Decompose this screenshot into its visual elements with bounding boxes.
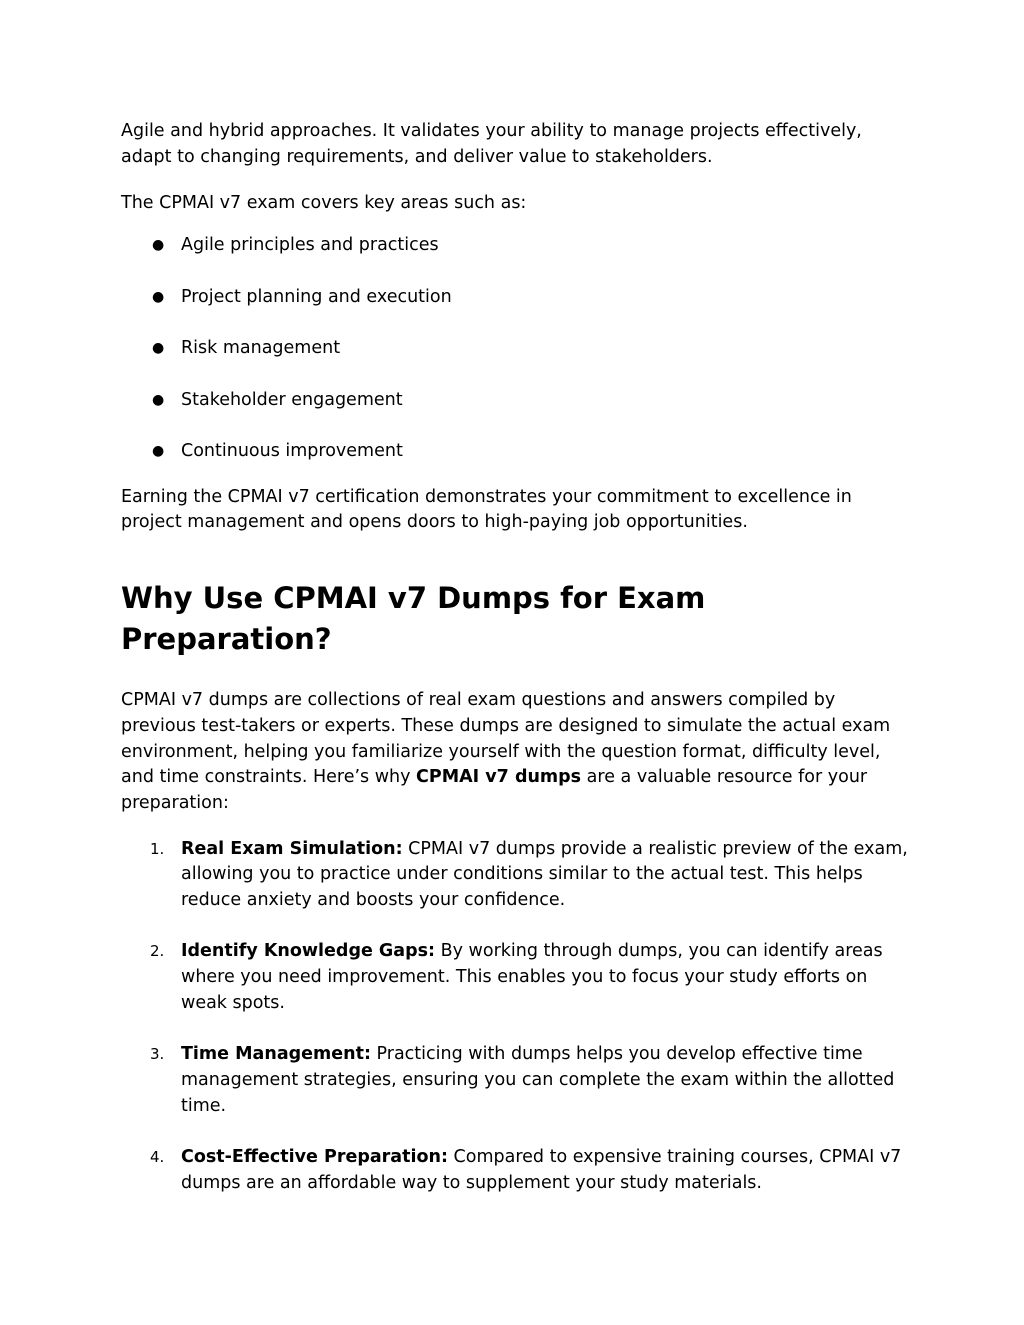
section-intro-text-end: are a valuable resource for your preparation: — [121, 767, 868, 813]
reasons-list — [121, 837, 911, 1197]
reason-title: Cost-Effective Preparation: — [181, 1147, 448, 1168]
list-item-text: Continuous improvement — [181, 441, 403, 462]
list-item — [121, 837, 911, 914]
list-item-text: Stakeholder engagement — [181, 389, 403, 410]
list-item — [121, 1042, 911, 1119]
reason-text: By working through dumps, you can identify areas where you need improvement. This enables you to focus your study efforts on weak spots. — [181, 941, 883, 1013]
reason-title: Identify Knowledge Gaps: — [181, 941, 436, 962]
document-page — [121, 119, 911, 1222]
list-item-text: Project planning and execution — [181, 286, 452, 307]
list-item — [121, 233, 911, 259]
list-item — [121, 336, 911, 362]
intro-paragraph: Agile and hybrid approaches. It validates your ability to manage projects effectively, adapt to changing requirements, and deliver value to stakeholders. — [121, 121, 862, 167]
bullet-icon: ● — [152, 391, 165, 408]
key-areas-intro: The CPMAI v7 exam covers key areas such as: — [121, 193, 527, 214]
bullet-icon: ● — [152, 340, 165, 357]
section-heading: Why Use CPMAI v7 Dumps for Exam Preparation? — [121, 581, 706, 657]
reason-text: CPMAI v7 dumps provide a realistic preview of the exam, allowing you to practice under conditions similar to the actual test. This helps reduce anxiety and boosts your confidence. — [181, 838, 908, 911]
section-intro-paragraph — [121, 688, 911, 817]
reason-text: Practicing with dumps helps you develop effective time management strategies, ensuring you can complete the exam within the allotted time. — [181, 1044, 895, 1116]
key-areas-list — [121, 233, 911, 465]
section-intro-text: CPMAI v7 dumps are collections of real exam questions and answers compiled by previous test-takers or experts. These dumps are designed to simulate the actual exam environment, helping you familiarize yourself with the question format, difficulty level, and time constraints. Here’s why — [121, 690, 891, 788]
bullet-icon: ● — [152, 443, 165, 460]
list-number: 2. — [150, 942, 165, 961]
closing-paragraph: Earning the CPMAI v7 certification demonstrates your commitment to excellence in project management and opens doors to high-paying job opportunities. — [121, 486, 852, 533]
section-intro-bold: CPMAI v7 dumps — [416, 767, 582, 788]
bullet-icon: ● — [152, 237, 165, 254]
list-item-text: Risk management — [181, 338, 341, 359]
list-item — [121, 388, 911, 414]
list-item — [121, 439, 911, 465]
reason-text: Compared to expensive training courses, CPMAI v7 dumps are an affordable way to supplement your study materials. — [181, 1147, 902, 1193]
list-item-text: Agile principles and practices — [181, 235, 439, 256]
list-number: 4. — [150, 1148, 165, 1167]
bullet-icon: ● — [152, 288, 165, 305]
reason-title: Time Management: — [181, 1044, 371, 1065]
list-number: 3. — [150, 1045, 165, 1064]
list-item — [121, 939, 911, 1016]
list-item — [121, 1145, 911, 1196]
list-number: 1. — [150, 839, 165, 858]
list-item — [121, 285, 911, 311]
reason-title: Real Exam Simulation: — [181, 838, 403, 859]
